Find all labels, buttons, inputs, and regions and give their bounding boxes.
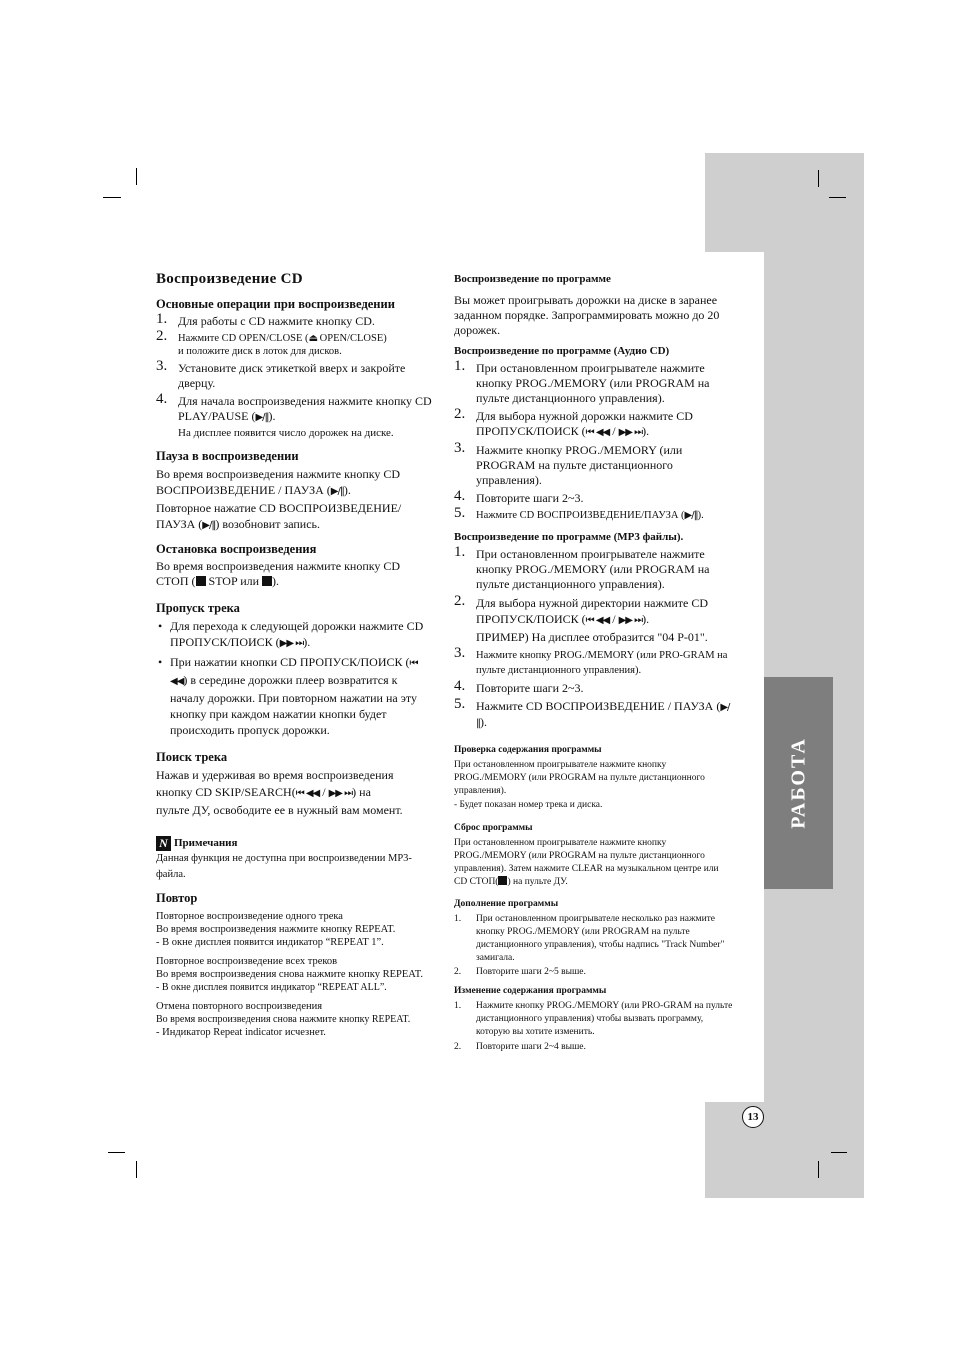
step-text: При остановленном проигрывателе несколько раз нажмите кнопку PROG./MEMORY (или PROGRAM на пульте дистанционного управления), чтобы надпись "Track Number" замигала.: [476, 914, 725, 963]
skip-text: Для перехода к следующей дорожки нажмите CD ПРОПУСК/ПОИСК (: [170, 619, 424, 649]
skip-text: ).: [303, 635, 311, 649]
edit-program-heading: Изменение содержания программы: [454, 986, 607, 996]
basic-step: [156, 391, 434, 441]
repeat-off-line: - Индикатор Repeat indicator исчезнет.: [156, 1027, 326, 1038]
step-number: 1.: [454, 544, 466, 560]
crop-mark: [108, 1152, 125, 1153]
step-text: Нажмите CD OPEN/CLOSE (: [178, 333, 309, 344]
basic-step: [156, 328, 434, 358]
step-number: 4.: [156, 391, 168, 407]
pause-line: ).: [343, 483, 351, 497]
edit-step: [454, 1000, 734, 1039]
note-heading: [156, 835, 434, 851]
section-tab: [764, 677, 833, 889]
step-text: Нажмите CD ВОСПРОИЗВЕДЕНИЕ/ПАУЗА (: [476, 510, 685, 521]
skip-heading: Пропуск трека: [156, 601, 240, 615]
step-text: OPEN/CLOSE): [317, 333, 387, 344]
section-title: Воспроизведение CD: [156, 271, 303, 287]
step-text: /: [609, 612, 619, 626]
crop-mark: [831, 1152, 847, 1153]
step-number: 3.: [156, 358, 168, 374]
step-text: Нажмите кнопку PROG./MEMORY (или PRO-GRAM на пульте дистанционного управления).: [476, 650, 728, 676]
pause-text: [156, 466, 434, 534]
crop-mark: [136, 1161, 137, 1178]
step-text: Повторите шаги 2~5 выше.: [476, 967, 586, 977]
stop-heading: Остановка воспроизведения: [156, 542, 317, 556]
search-line: пульте ДУ, освободите ее в нужный вам момент.: [156, 803, 403, 817]
search-line: кнопку CD SKIP/SEARCH(: [156, 785, 296, 799]
stop-line: СТОП (: [156, 574, 196, 588]
step-number: 2.: [454, 1042, 462, 1052]
step-text: Нажмите CD ВОСПРОИЗВЕДЕНИЕ / ПАУЗА (: [476, 699, 721, 713]
stop-line: STOP или: [205, 574, 263, 588]
step-text: ).: [642, 424, 650, 438]
step-number: 2.: [156, 328, 168, 344]
crop-mark: [829, 197, 846, 198]
audio-step: [454, 488, 734, 506]
step-text: ПРИМЕР) На дисплее отобразится "04 P-01".: [476, 630, 708, 644]
step-text: На дисплее появится число дорожек на диске.: [178, 427, 394, 439]
repeat-one-line: - В окне дисплея появится индикатор “REPEAT 1”.: [156, 937, 384, 948]
stop-text: [156, 559, 434, 589]
audio-step: [454, 440, 734, 488]
step-text: Для выбора нужной дорожки нажмите CD ПРОПУСК/ПОИСК (: [476, 409, 693, 438]
section-tab-label: РАБОТА: [787, 737, 809, 829]
add-step: [454, 913, 734, 965]
step-text: Для работы с CD нажмите кнопку CD.: [178, 314, 375, 328]
step-text: ).: [697, 510, 704, 521]
check-program-heading: Проверка содержания программы: [454, 745, 602, 755]
right-column: [454, 272, 734, 1055]
note-icon: N: [156, 836, 171, 851]
play-pause-icon: ▶/‖: [330, 486, 344, 497]
step-number: 1.: [454, 914, 462, 924]
repeat-all-line: Во время воспроизведения снова нажмите кнопку REPEAT.: [156, 969, 423, 980]
page-number-text: 13: [747, 1111, 759, 1123]
search-line: /: [319, 785, 329, 799]
step-number: 3.: [454, 645, 466, 661]
repeat-off-line: Во время воспроизведения снова нажмите кнопку REPEAT.: [156, 1014, 411, 1025]
search-heading: Поиск трека: [156, 750, 228, 764]
repeat-all-line: - В окне дисплея появится индикатор “REPEAT ALL”.: [156, 982, 387, 993]
step-number: 4.: [454, 488, 466, 504]
audio-step: [454, 406, 734, 440]
repeat-all: [156, 955, 434, 994]
add-step: [454, 966, 734, 979]
mp3-step: [454, 678, 734, 696]
skip-back-icon: ⏮ ◀◀: [170, 658, 418, 687]
mp3-step: [454, 645, 734, 678]
repeat-all-title: Повторное воспроизведение всех треков: [156, 956, 338, 967]
step-text: ).: [642, 612, 650, 626]
skip-back-icon: ⏮ ◀◀: [585, 427, 610, 438]
step-number: 1.: [454, 1001, 462, 1011]
repeat-off-title: Отмена повторного воспроизведения: [156, 1001, 323, 1012]
step-text: ).: [268, 409, 276, 423]
skip-bullet: • Для перехода к следующей дорожки нажмите CD ПРОПУСК/ПОИСК (▶▶ ⏭).: [158, 619, 424, 649]
audio-step: [454, 358, 734, 406]
mp3-step: [454, 544, 734, 592]
check-program-text: При остановленном проигрывателе нажмите кнопку PROG./MEMORY (или PROGRAM на пульте дистанционного управления).: [454, 760, 705, 796]
pause-line: ) возобновит запись.: [215, 517, 321, 531]
repeat-one-title: Повторное воспроизведение одного трека: [156, 911, 343, 922]
step-number: 5.: [454, 696, 466, 712]
skip-text: ) в середине дорожки плеер возвратится к началу дорожки. При повторном нажатии на эту кнопку при каждом нажатии кнопки будет происходить пропуск дорожки.: [170, 673, 417, 737]
note-title: Примечания: [174, 837, 238, 849]
search-line: ) на: [352, 785, 371, 799]
skip-forward-icon: ▶▶ ⏭: [328, 788, 353, 799]
step-number: 2.: [454, 593, 466, 609]
step-text: При остановленном проигрывателе нажмите кнопку PROG./MEMORY (или PROGRAM на пульте дистанционного управления).: [476, 361, 710, 405]
step-text: Установите диск этикеткой вверх и закройте дверцу.: [178, 361, 406, 390]
search-line: Нажав и удерживая во время воспроизведения: [156, 768, 394, 782]
basic-step: [156, 311, 434, 329]
stop-icon: [262, 576, 272, 586]
step-text: ).: [480, 715, 487, 729]
step-text: и положите диск в лоток для дисков.: [178, 346, 342, 357]
crop-mark: [818, 1161, 819, 1178]
skip-text: При нажатии кнопки CD ПРОПУСК/ПОИСК (: [170, 655, 410, 669]
edit-step: [454, 1041, 734, 1054]
skip-forward-icon: ▶▶ ⏭: [618, 427, 643, 438]
left-column: [156, 272, 434, 1039]
step-text: Повторите шаги 2~4 выше.: [476, 1042, 586, 1052]
step-text: Повторите шаги 2~3.: [476, 681, 584, 695]
step-text: Нажмите кнопку PROG./MEMORY (или PRO-GRAM на пульте дистанционного управления) чтобы вызвать программу, которую вы хотите изменить.: [476, 1001, 733, 1037]
play-pause-icon: ▶/‖: [202, 520, 216, 531]
pause-line: Во время воспроизведения нажмите кнопку CD: [156, 467, 401, 481]
reset-program-text: [454, 837, 734, 889]
repeat-heading: Повтор: [156, 891, 198, 905]
play-pause-icon: ▶/‖: [684, 510, 698, 521]
repeat-one: [156, 910, 434, 949]
crop-mark: [818, 170, 819, 187]
step-text: /: [609, 424, 619, 438]
pause-line: ПАУЗА (: [156, 517, 203, 531]
step-number: 4.: [454, 678, 466, 694]
repeat-one-line: Во время воспроизведения нажмите кнопку REPEAT.: [156, 924, 396, 935]
stop-icon: [196, 576, 206, 586]
play-pause-icon: ▶/‖: [255, 412, 269, 423]
skip-forward-icon: ▶▶ ⏭: [279, 638, 304, 649]
pause-line: Повторное нажатие CD ВОСПРОИЗВЕДЕНИЕ/: [156, 501, 402, 515]
eject-icon: ⏏: [308, 333, 318, 344]
reset-text: ) на пульте ДУ.: [507, 877, 568, 887]
search-text: [156, 767, 434, 819]
play-pause-icon: ▶/‖: [476, 702, 730, 729]
basic-ops-heading: Основные операции при воспроизведении: [156, 297, 395, 311]
pause-heading: Пауза в воспроизведении: [156, 449, 299, 463]
crop-mark: [103, 197, 121, 198]
mp3-step: [454, 696, 734, 731]
step-number: 5.: [454, 505, 466, 521]
check-program-note: - Будет показан номер трека и диска.: [454, 800, 603, 810]
step-number: 2.: [454, 406, 466, 422]
program-intro: Вы может проигрывать дорожки на диске в заранее заданном порядке. Запрограммировать можно до 20 дорожек.: [454, 293, 720, 337]
step-text: Для начала воспроизведения нажмите кнопку CD PLAY/PAUSE (: [178, 394, 432, 423]
mp3-step: [454, 595, 734, 645]
skip-forward-icon: ▶▶ ⏭: [618, 615, 643, 626]
skip-bullet: • При нажатии кнопки CD ПРОПУСК/ПОИСК (⏮ ◀◀) в середине дорожки плеер возвратится к началу дорожки. При повторном нажатии на эту кнопку при каждом нажатии кнопки будет происходить пропуск дорожки.: [158, 655, 418, 737]
audio-step: [454, 505, 734, 522]
step-number: 1.: [454, 358, 466, 374]
stop-line: Во время воспроизведения нажмите кнопку CD: [156, 559, 401, 573]
basic-step: [156, 358, 434, 391]
audio-program-heading: Воспроизведение по программе (Аудио CD): [454, 345, 670, 357]
step-text: При остановленном проигрывателе нажмите кнопку PROG./MEMORY (или PROGRAM на пульте дистанционного управления).: [476, 547, 710, 591]
step-text: Для выбора нужной директории нажмите CD ПРОПУСК/ПОИСК (: [476, 596, 709, 626]
skip-back-icon: ⏮ ◀◀: [295, 788, 320, 799]
step-number: 2.: [454, 967, 462, 977]
step-number: 1.: [156, 311, 168, 327]
stop-line: ).: [272, 574, 280, 588]
pause-line: ВОСПРОИЗВЕДЕНИЕ / ПАУЗА (: [156, 483, 331, 497]
program-heading: Воспроизведение по программе: [454, 273, 611, 285]
step-number: 3.: [454, 440, 466, 456]
reset-program-heading: Сброс программы: [454, 823, 533, 833]
step-text: Нажмите кнопку PROG./MEMORY (или PROGRAM на пульте дистанционного управления).: [476, 443, 683, 487]
crop-mark: [136, 168, 137, 185]
skip-back-icon: ⏮ ◀◀: [585, 615, 610, 626]
add-program-heading: Дополнение программы: [454, 899, 559, 909]
note-text: Данная функция не доступна при воспроизведении MP3-файла.: [156, 853, 412, 880]
mp3-program-heading: Воспроизведение по программе (MP3 файлы).: [454, 531, 684, 543]
page-number: [742, 1106, 764, 1128]
repeat-off: [156, 1000, 434, 1039]
step-text: Повторите шаги 2~3.: [476, 491, 584, 505]
reset-text: При остановленном проигрывателе нажмите кнопку PROG./MEMORY (или PROGRAM на пульте дистанционного управления). Затем нажмите CLEAR на музыкальном центре или CD СТОП(: [454, 838, 719, 887]
